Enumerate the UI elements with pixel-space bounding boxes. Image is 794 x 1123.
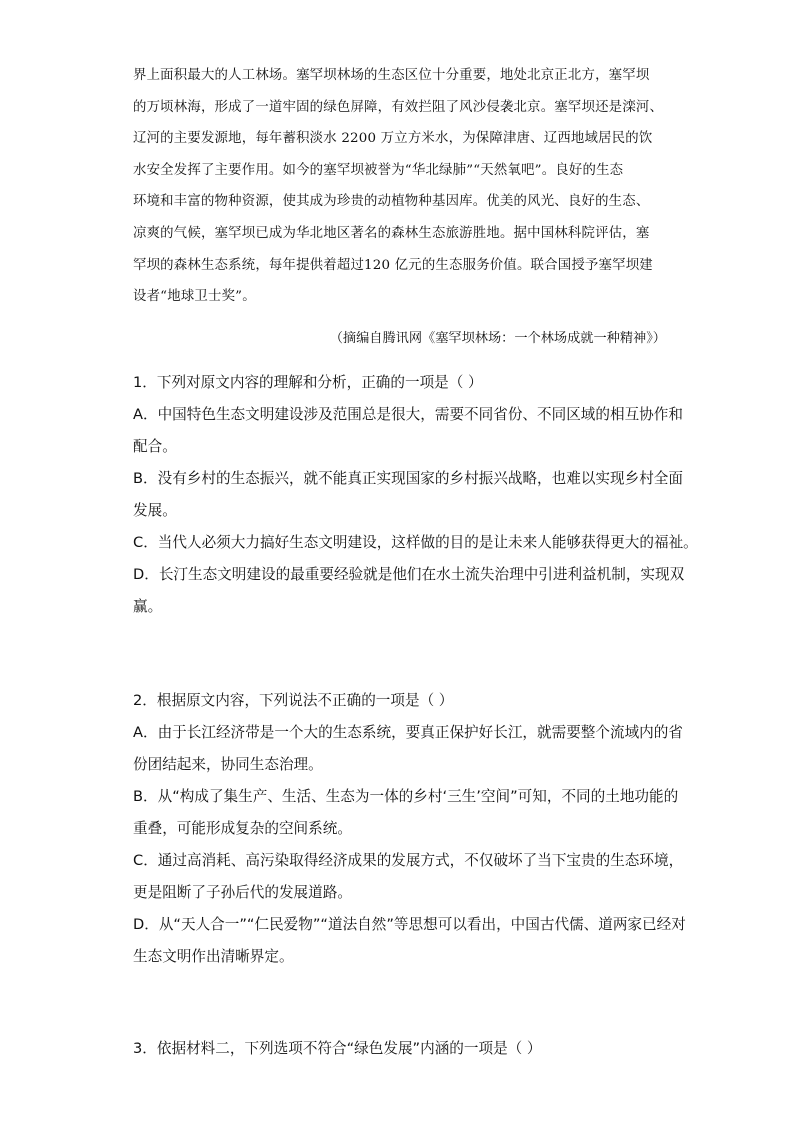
option-a-continued: 份团结起来，协同生态治理。 [133, 756, 323, 773]
option-c-continued: 更是阻断了子孙后代的发展道路。 [133, 884, 352, 901]
option-b-continued: 发展。 [133, 502, 177, 519]
option-b: B．没有乡村的生态振兴，就不能真正实现国家的乡村振兴战略，也难以实现乡村全面 [133, 470, 683, 487]
passage-line: 水安全发挥了主要作用。如今的塞罕坝被誉为“华北绿肺”“天然氧吧”。良好的生态 [133, 162, 624, 178]
passage-text [133, 66, 668, 319]
question-stem: 2．根据原文内容，下列说法不正确的一项是（ ） [133, 692, 454, 709]
question-stem: 3．依据材料二，下列选项不符合“绿色发展”内涵的一项是（ ） [133, 1040, 542, 1057]
option-b-continued: 重叠，可能形成复杂的空间系统。 [133, 820, 352, 837]
option-d-continued: 生态文明作出清晰界定。 [133, 948, 294, 965]
option-d-continued: 赢。 [133, 598, 163, 615]
passage-line: 罕坝的森林生态系统，每年提供着超过120 亿元的生态服务价值。联合国授予塞罕坝建 [133, 257, 653, 273]
source-citation: （摘编自腾讯网《塞罕坝林场：一个林场成就一种精神》） [329, 331, 666, 346]
option-a: A．中国特色生态文明建设涉及范围总是很大，需要不同省份、不同区域的相互协作和 [133, 406, 683, 423]
question-stem: 1．下列对原文内容的理解和分析，正确的一项是（ ） [133, 374, 483, 391]
question-1 [133, 372, 698, 628]
option-b: B．从“构成了集生产、生活、生态为一体的乡村‘三生’空间”可知，不同的土地功能的 [133, 788, 679, 805]
option-a: A．由于长江经济带是一个大的生态系统，要真正保护好长江，就需要整个流域内的省 [133, 724, 683, 741]
question-2 [133, 690, 686, 978]
passage-line: 环境和丰富的物种资源，使其成为珍贵的动植物种基因库。优美的风光、良好的生态、 [133, 194, 650, 210]
option-d: D．长汀生态文明建设的最重要经验就是他们在水土流失治理中引进利益机制，实现双 [133, 566, 685, 583]
passage-line: 辽河的主要发源地，每年蓄积淡水 2200 万立方米水，为保障津唐、辽西地域居民的饮 [133, 131, 653, 147]
passage-line: 凉爽的气候，塞罕坝已成为华北地区著名的森林生态旅游胜地。据中国林科院评估，塞 [133, 225, 650, 241]
question-3 [133, 1038, 673, 1070]
option-c: C．通过高消耗、高污染取得经济成果的发展方式，不仅破坏了当下宝贵的生态环境， [133, 852, 684, 869]
option-a-continued: 配合。 [133, 438, 177, 455]
option-c: C．当代人必须大力搞好生态文明建设，这样做的目的是让未来人能够获得更大的福祉。 [133, 534, 698, 551]
passage-line: 的万顷林海，形成了一道牢固的绿色屏障，有效拦阻了风沙侵袭北京。塞罕坝还是滦河、 [133, 99, 664, 115]
passage-line: 设者“地球卫士奖”。 [133, 289, 256, 305]
passage-line: 界上面积最大的人工林场。塞罕坝林场的生态区位十分重要，地处北京正北方，塞罕坝 [133, 68, 650, 83]
option-d: D．从“天人合一”“仁民爱物”“道法自然”等思想可以看出，中国古代儒、道两家已经对 [133, 916, 686, 933]
